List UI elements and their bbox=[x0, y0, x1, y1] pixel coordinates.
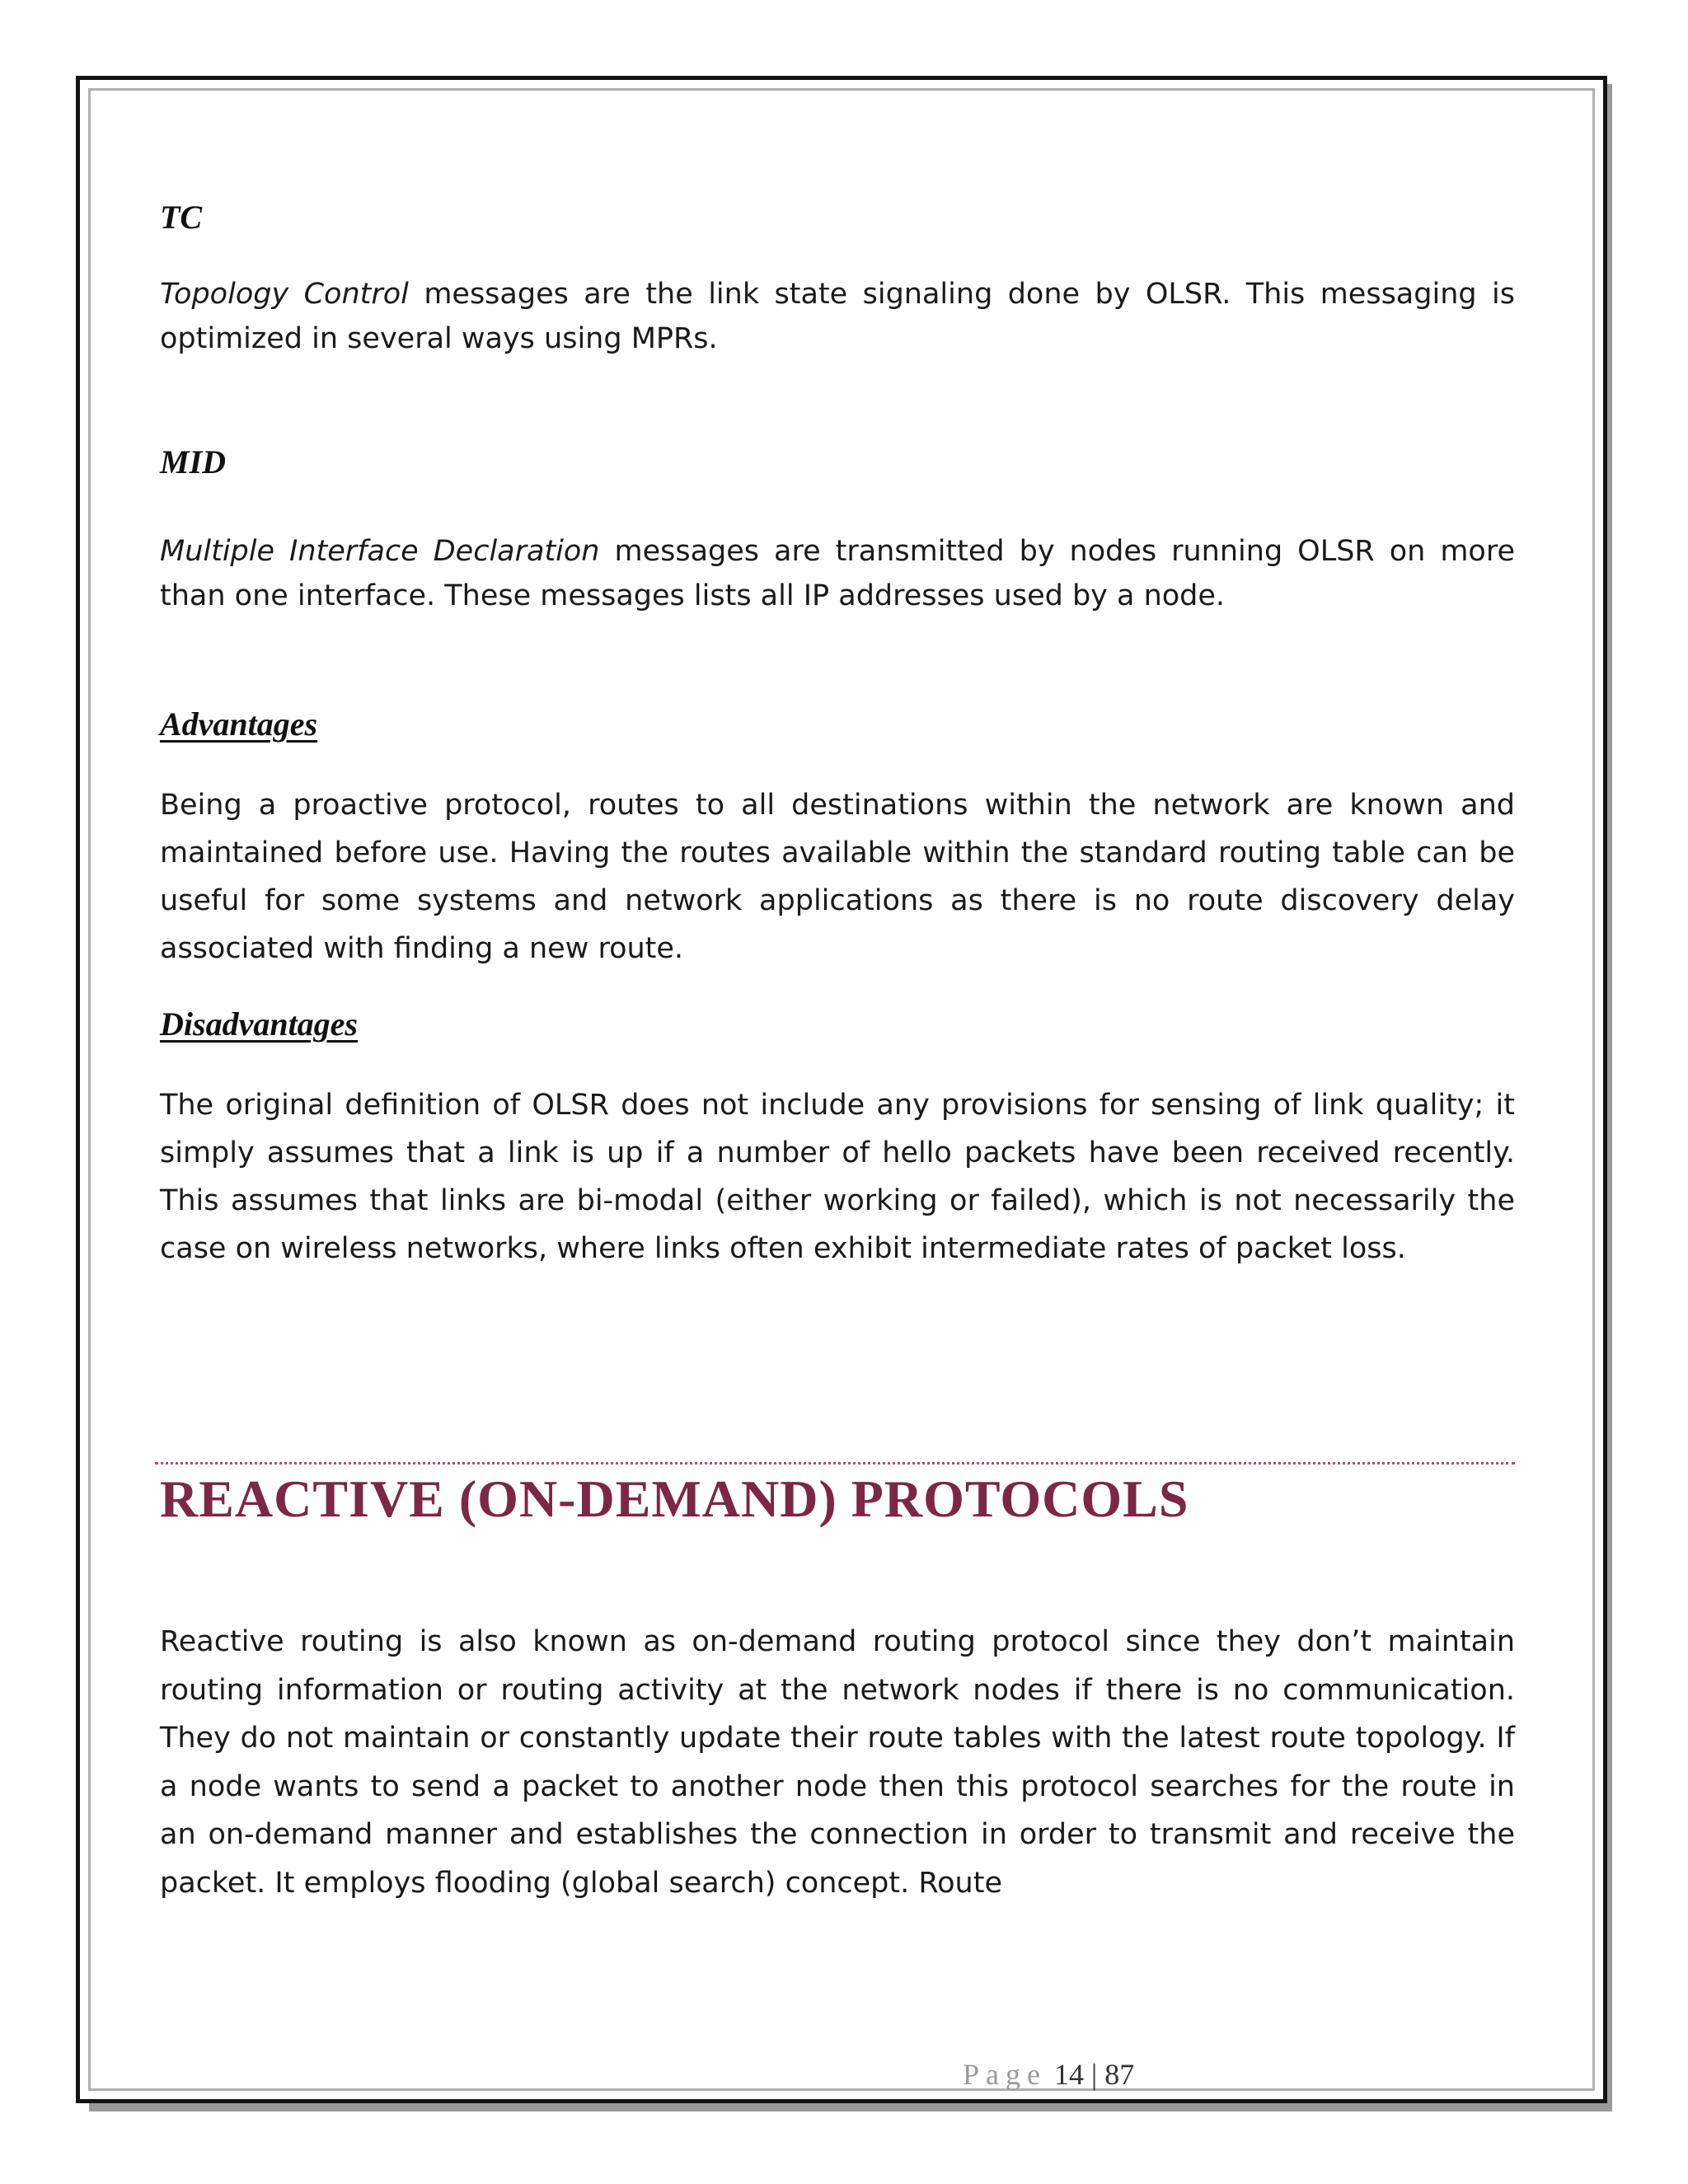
page-footer bbox=[963, 2057, 1134, 2092]
paragraph-tc-term: Topology Control bbox=[160, 278, 409, 311]
heading-advantages: Advantages bbox=[160, 705, 318, 743]
footer-total-pages: 87 bbox=[1104, 2058, 1135, 2091]
paragraph-mid bbox=[160, 529, 1515, 618]
section-title-reactive: REACTIVE (ON-DEMAND) PROTOCOLS bbox=[160, 1469, 1189, 1528]
footer-page-number: 14 bbox=[1053, 2058, 1084, 2091]
heading-tc: TC bbox=[160, 199, 203, 236]
paragraph-disadvantages: The original definition of OLSR does not include any provisions for sensing of link quality; it simply assumes that a link is up if a number of hello packets have been received recently. This assumes that links are bi-modal (either working or failed), which is not necessarily the case on wireless networks, where links often exhibit intermediate rates of packet loss. bbox=[160, 1089, 1515, 1265]
paragraph-tc-text: messages are the link state signaling done by OLSR. This messaging is optimized in several ways using MPRs. bbox=[160, 278, 1515, 355]
paragraph-advantages: Being a proactive protocol, routes to all destinations within the network are known and maintained before use. Having the routes available within the standard routing table can be useful for some systems and network applications as there is no route discovery delay associated with finding a new route. bbox=[160, 789, 1515, 965]
footer-page-label: Page bbox=[963, 2058, 1047, 2091]
paragraph-mid-text: messages are transmitted by nodes running OLSR on more than one interface. These messages lists all IP addresses used by a node. bbox=[160, 535, 1515, 612]
footer-separator: | bbox=[1090, 2058, 1098, 2091]
heading-mid: MID bbox=[160, 443, 227, 480]
paragraph-reactive: Reactive routing is also known as on-demand routing protocol since they don’t maintain routing information or routing activity at the network nodes if there is no communication. They do not maintain or constantly update their route tables with the latest route topology. If a node wants to send a packet to another node then this protocol searches for the route in an on-demand manner and establishes the connection in order to transmit and receive the packet. It employs flooding (global search) concept. Route bbox=[160, 1625, 1515, 1900]
section-divider bbox=[155, 1462, 1515, 1465]
paragraph-mid-term: Multiple Interface Declaration bbox=[160, 535, 600, 568]
paragraph-tc bbox=[160, 272, 1515, 361]
heading-disadvantages: Disadvantages bbox=[160, 1005, 358, 1043]
